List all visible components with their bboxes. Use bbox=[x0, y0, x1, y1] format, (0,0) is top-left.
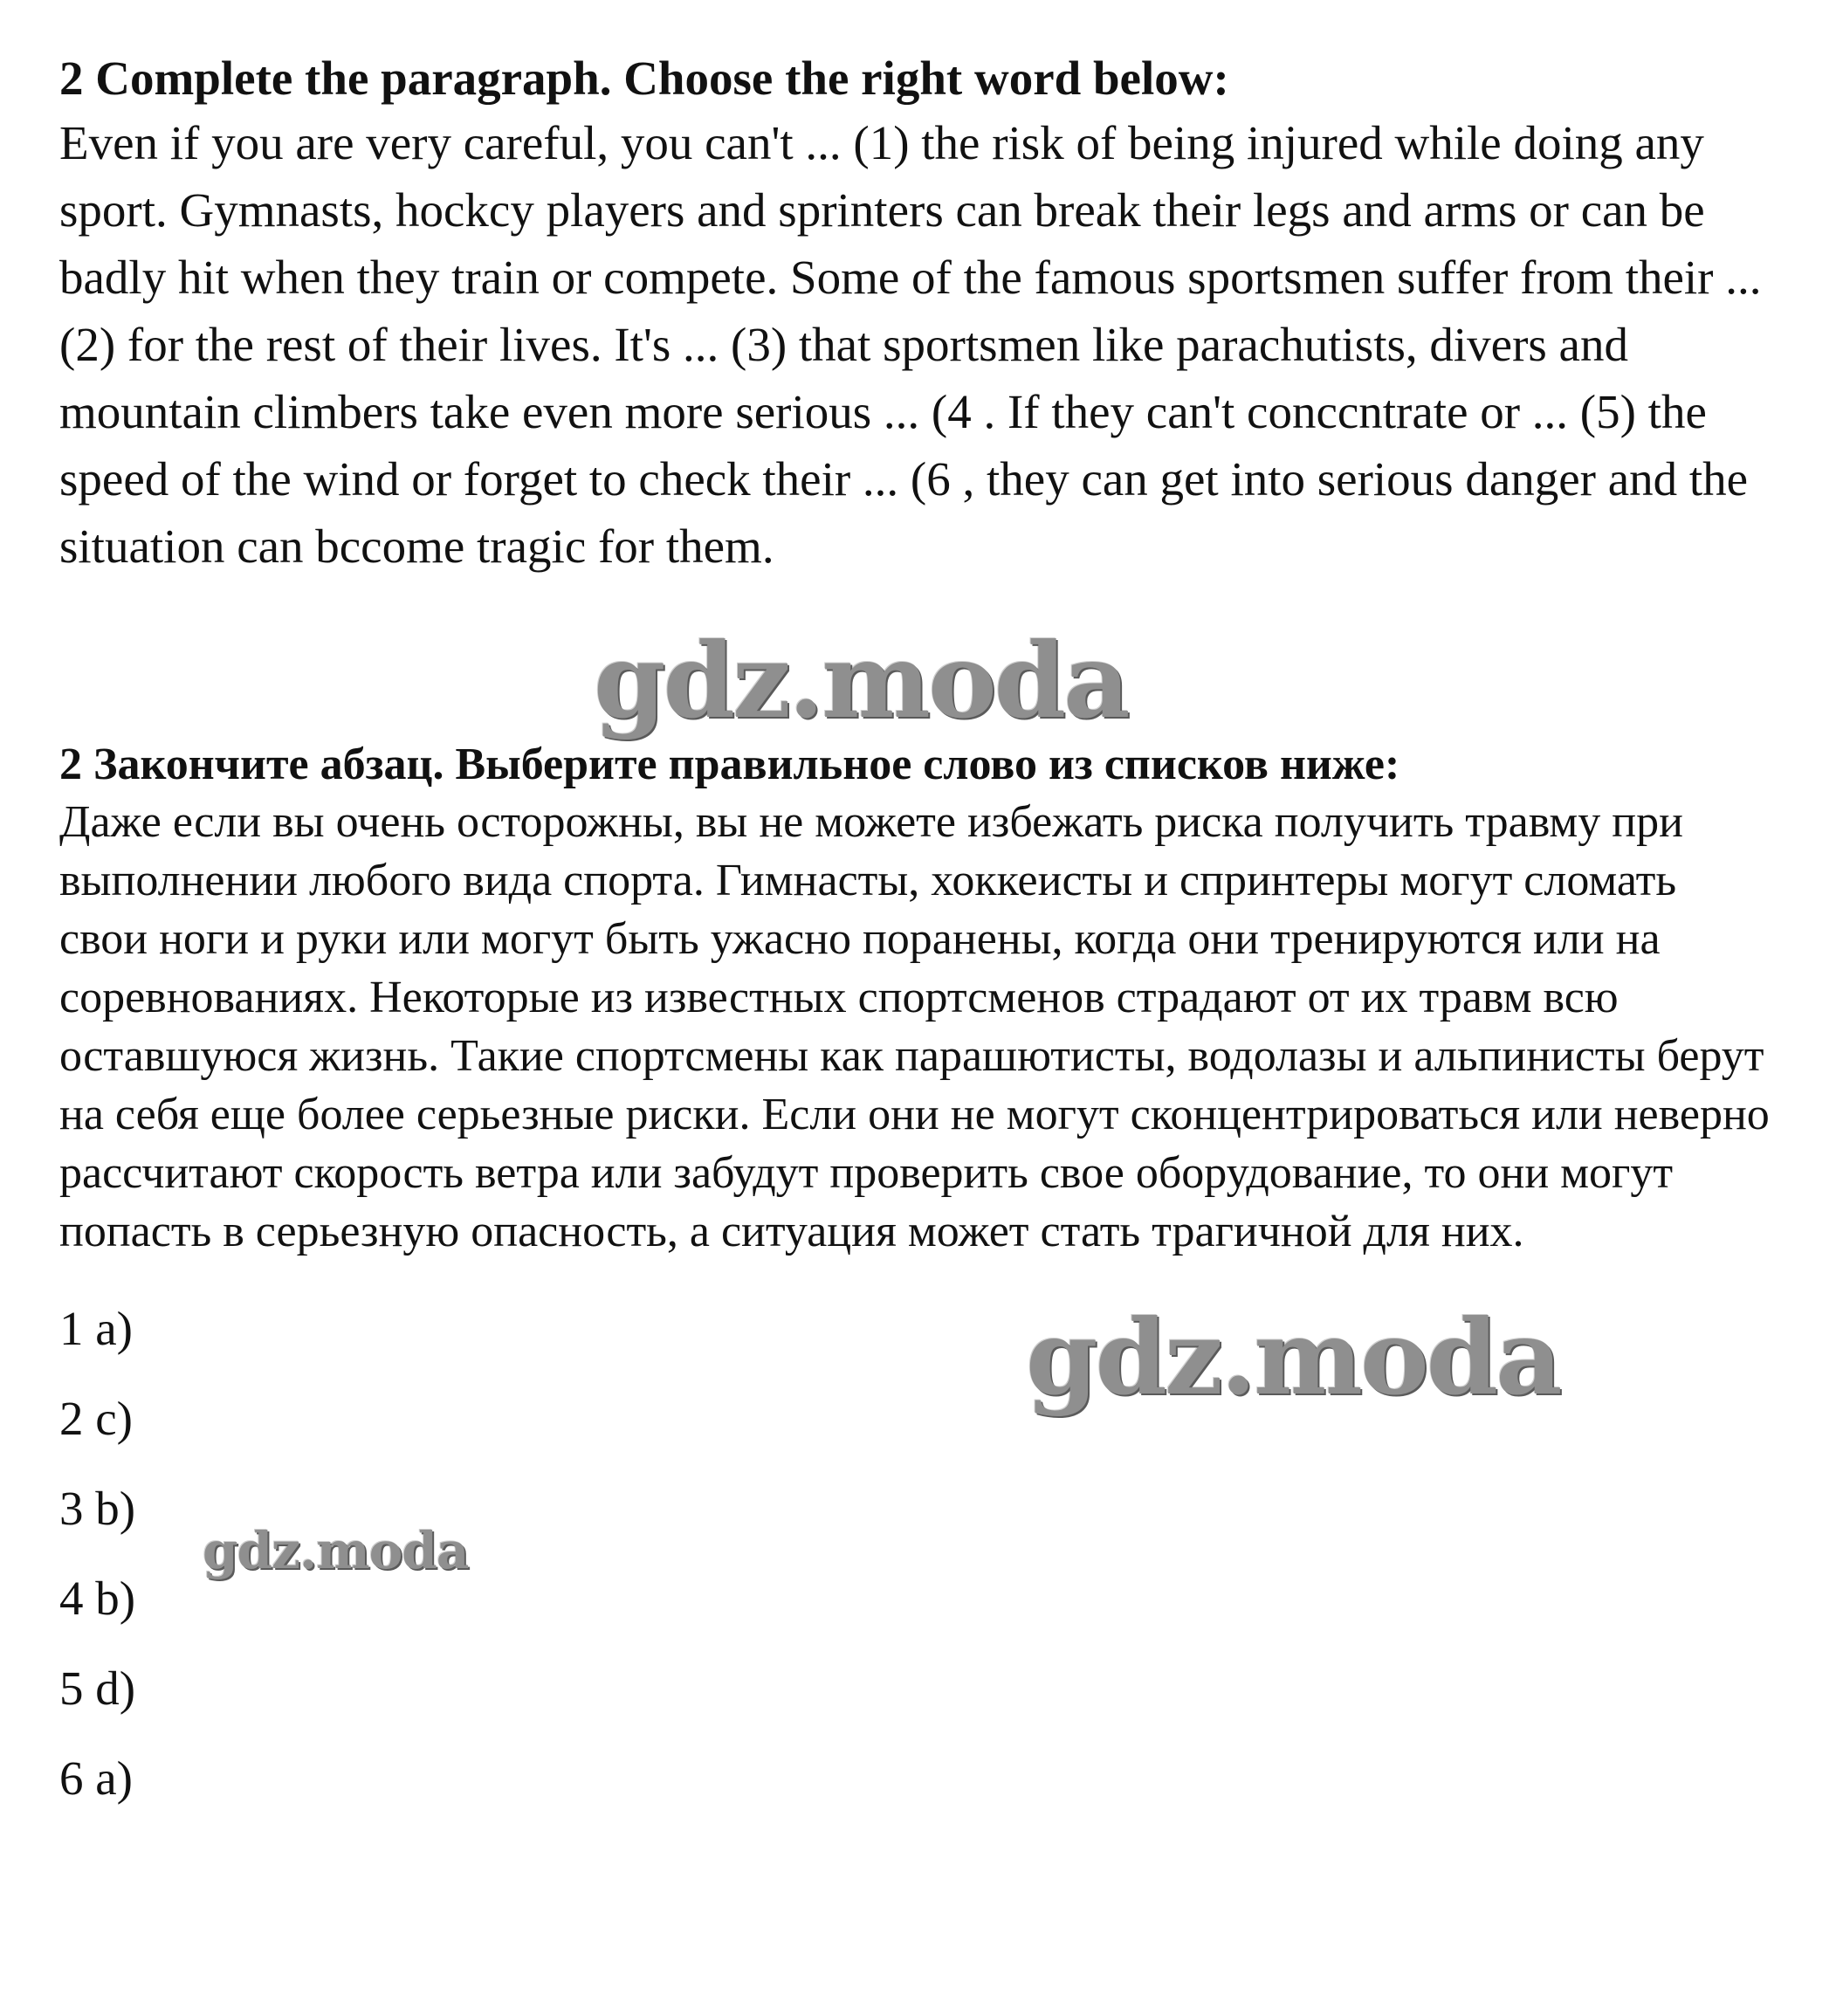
answer-item: 3 b) bbox=[59, 1482, 136, 1535]
watermark-logo: gdz.moda bbox=[203, 1521, 469, 1580]
answer-item: 5 d) bbox=[59, 1662, 136, 1715]
watermark-logo: gdz.moda bbox=[594, 620, 1128, 741]
russian-section bbox=[59, 737, 1771, 1261]
answer-item: 6 a) bbox=[59, 1751, 133, 1805]
english-section bbox=[59, 48, 1771, 580]
answer-item: 1 a) bbox=[59, 1302, 133, 1355]
answer-item: 4 b) bbox=[59, 1572, 136, 1625]
watermark-logo: gdz.moda bbox=[1026, 1297, 1560, 1418]
english-paragraph: Even if you are very careful, you can't ... (1) the risk of being injured while doing any sport. Gymnasts, hockcy players and sprinters can break their legs and arms or can be badly hit when they train or compete. Some of the famous sportsmen suffer from their ... (2) for the rest of their lives. It's ... (3) that sportsmen like parachutists, divers and mountain climbers take even more serious ... (4 . If they can't conccntrate or ... (5) the speed of the wind or forget to check their ... (6 , they can get into serious danger and the situation can bccome tragic for them. bbox=[59, 116, 1762, 573]
russian-paragraph: Даже если вы очень осторожны, вы не можете избежать риска получить травму при выполнении любого вида спорта. Гимнасты, хоккеисты и спринтеры могут сломать свои ноги и руки или могут быть ужасно поранены, когда они тренируются или на соревнованиях. Некоторые из известных спортсменов страдают от их травм всю оставшуюся жизнь. Такие спортсмены как парашютисты, водолазы и альпинисты берут на себя еще более серьезные риски. Если они не могут сконцентрироваться или неверно рассчитают скорость ветра или забудут проверить свое оборудование, то они могут попасть в серьезную опасность, а ситуация может стать трагичной для них. bbox=[59, 797, 1770, 1256]
english-heading: 2 Complete the paragraph. Choose the right word below: bbox=[59, 52, 1229, 105]
russian-heading: 2 Закончите абзац. Выберите правильное слово из списков ниже: bbox=[59, 740, 1400, 789]
answer-item: 2 c) bbox=[59, 1392, 133, 1445]
